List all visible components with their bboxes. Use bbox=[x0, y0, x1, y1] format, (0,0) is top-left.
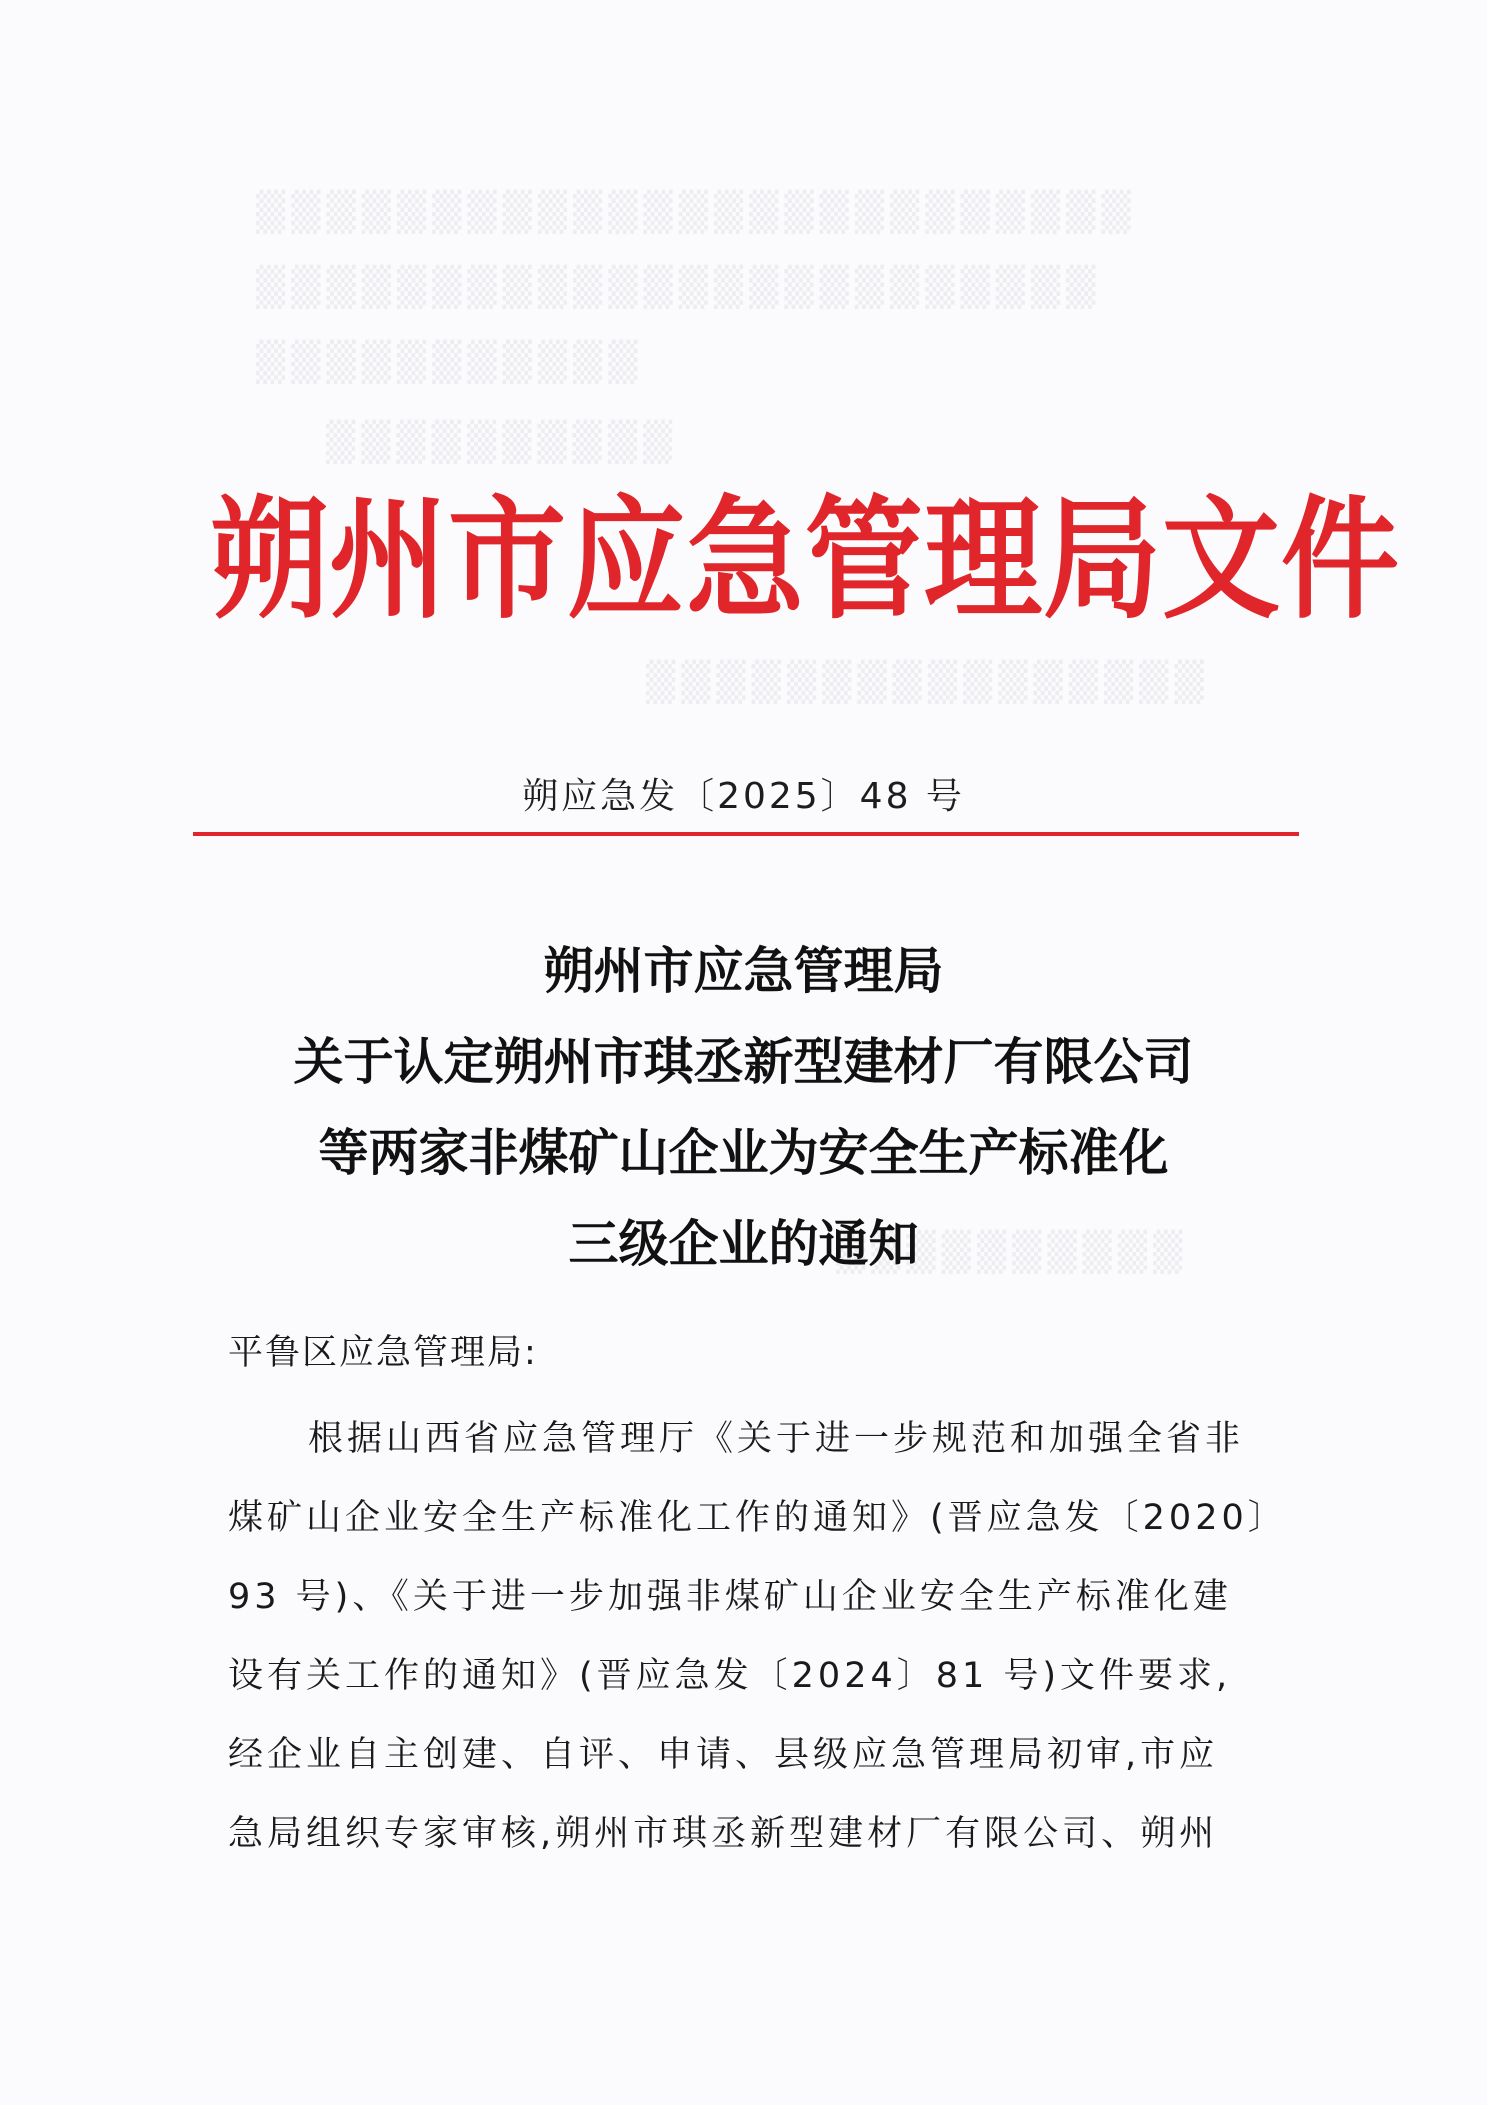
bleed-through-text: ▒▒▒▒▒▒▒▒▒▒ bbox=[830, 1230, 1183, 1274]
body-line: 经企业自主创建、自评、申请、县级应急管理局初审,市应 bbox=[228, 1735, 1219, 1775]
notice-title-line: 朔州市应急管理局 bbox=[543, 941, 944, 1000]
notice-title-line: 三级企业的通知 bbox=[568, 1214, 919, 1273]
bleed-through-text: ▒▒▒▒▒▒▒▒▒▒ bbox=[320, 420, 673, 464]
red-separator-line bbox=[193, 832, 1299, 836]
agency-header-title: 朔州市应急管理局文件 bbox=[210, 482, 1401, 637]
body-paragraph bbox=[228, 1400, 1287, 1874]
bleed-through-text: ▒▒▒▒▒▒▒▒▒▒▒▒▒▒▒▒ bbox=[640, 660, 1204, 704]
body-line: 急局组织专家审核,朔州市琪丞新型建材厂有限公司、朔州 bbox=[228, 1814, 1219, 1854]
notice-title bbox=[0, 925, 1487, 1289]
notice-title-line: 等两家非煤矿山企业为安全生产标准化 bbox=[318, 1123, 1169, 1182]
bleed-through-text: ▒▒▒▒▒▒▒▒▒▒▒ bbox=[250, 340, 638, 384]
body-line: 设有关工作的通知》(晋应急发〔2024〕81 号)文件要求, bbox=[228, 1656, 1232, 1696]
notice-title-line: 关于认定朔州市琪丞新型建材厂有限公司 bbox=[293, 1032, 1194, 1091]
body-line: 煤矿山企业安全生产标准化工作的通知》(晋应急发〔2020〕 bbox=[228, 1498, 1287, 1538]
body-line: 根据山西省应急管理厅《关于进一步规范和加强全省非 bbox=[308, 1419, 1245, 1459]
document-number: 朔应急发〔2025〕48 号 bbox=[522, 776, 965, 817]
bleed-through-text: ▒▒▒▒▒▒▒▒▒▒▒▒▒▒▒▒▒▒▒▒▒▒▒▒▒ bbox=[250, 190, 1131, 234]
salutation: 平鲁区应急管理局: bbox=[228, 1333, 538, 1373]
body-line: 93 号)、《关于进一步加强非煤矿山企业安全生产标准化建 bbox=[228, 1577, 1232, 1617]
bleed-through-text: ▒▒▒▒▒▒▒▒▒▒▒▒▒▒▒▒▒▒▒▒▒▒▒▒ bbox=[250, 265, 1096, 309]
